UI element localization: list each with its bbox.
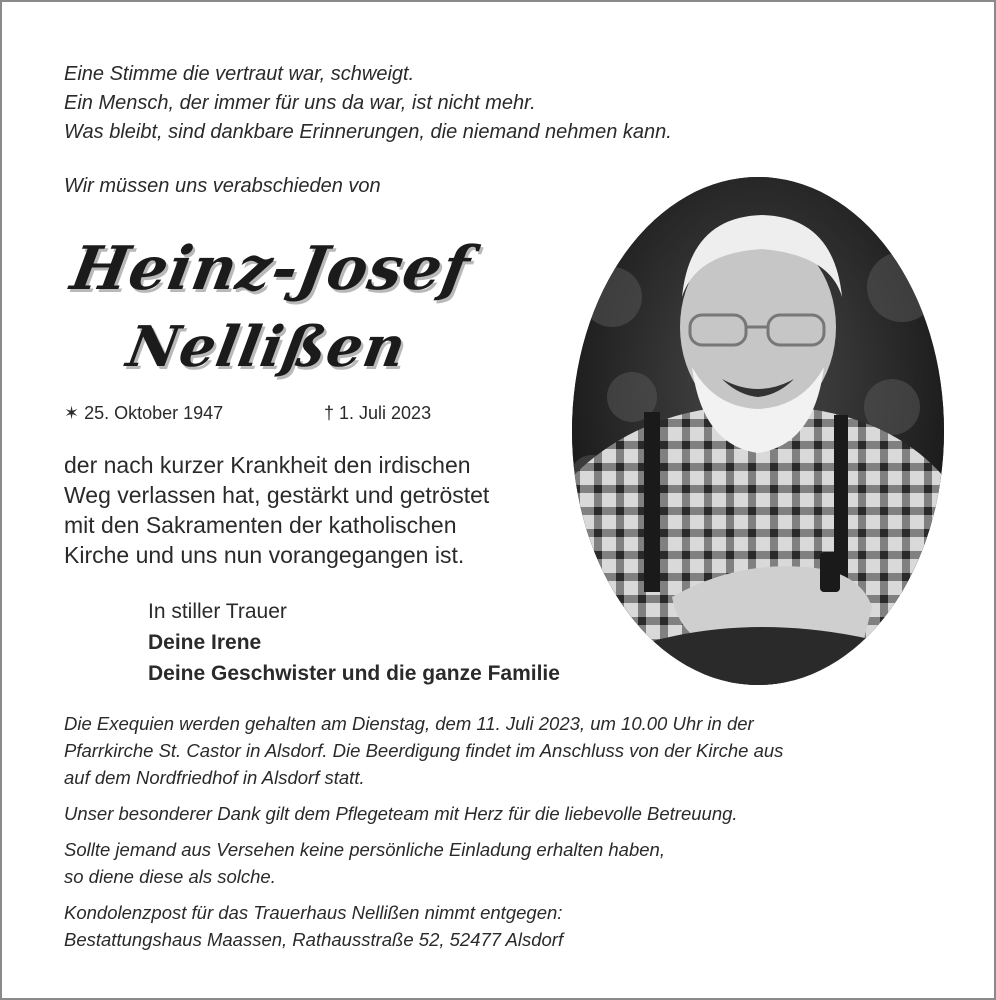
mourner-family: Deine Geschwister und die ganze Familie — [148, 662, 560, 685]
thanks-line: Unser besonderer Dank gilt dem Pflegeteam mit Herz für die liebevolle Betreuung. — [64, 803, 738, 824]
mourner-irene: Deine Irene — [148, 631, 262, 654]
body-line: Kirche und uns nun vorangegangen ist. — [64, 542, 465, 568]
funeral-notes — [64, 710, 944, 962]
funeral-line: Pfarrkirche St. Castor in Alsdorf. Die Beerdigung findet im Anschluss von der Kirche aus — [64, 740, 784, 761]
body-line: mit den Sakramenten der katholischen — [64, 512, 457, 538]
invitation-note — [64, 836, 944, 890]
portrait-illustration — [572, 177, 944, 685]
condolence-line: Bestattungshaus Maassen, Rathausstraße 52, 52477 Alsdorf — [64, 929, 564, 950]
poem-line: Eine Stimme die vertraut war, schweigt. — [64, 63, 415, 85]
invite-line: Sollte jemand aus Versehen keine persönliche Einladung erhalten haben, — [64, 839, 665, 860]
condolence-line: Kondolenzpost für das Trauerhaus Nellißen nimmt entgegen: — [64, 902, 563, 923]
life-dates — [64, 400, 432, 426]
birth-date: ✶ 25. Oktober 1947 — [64, 403, 224, 423]
invite-line: so diene diese als solche. — [64, 866, 276, 887]
poem-line: Was bleibt, sind dankbare Erinnerungen, die niemand nehmen kann. — [64, 121, 672, 143]
poem-line: Ein Mensch, der immer für uns da war, ist nicht mehr. — [64, 92, 536, 114]
funeral-details — [64, 710, 944, 791]
condolence-address — [64, 899, 944, 953]
thanks-note — [64, 800, 944, 827]
body-line: Weg verlassen hat, gestärkt und getröstet — [64, 482, 490, 508]
opening-poem — [64, 60, 672, 147]
obituary-text — [64, 450, 489, 570]
death-date: † 1. Juli 2023 — [324, 403, 432, 423]
deceased-first-name: Heinz-Josef — [65, 234, 476, 304]
portrait-photo — [572, 177, 944, 685]
deceased-last-name: Nellißen — [122, 314, 412, 380]
funeral-line: auf dem Nordfriedhof in Alsdorf statt. — [64, 767, 365, 788]
mourners-block — [148, 596, 560, 689]
funeral-line: Die Exequien werden gehalten am Dienstag, dem 11. Juli 2023, um 10.00 Uhr in der — [64, 713, 754, 734]
body-line: der nach kurzer Krankheit den irdischen — [64, 452, 471, 478]
farewell-intro: Wir müssen uns verabschieden von — [64, 175, 381, 197]
mourners-heading: In stiller Trauer — [148, 600, 287, 623]
